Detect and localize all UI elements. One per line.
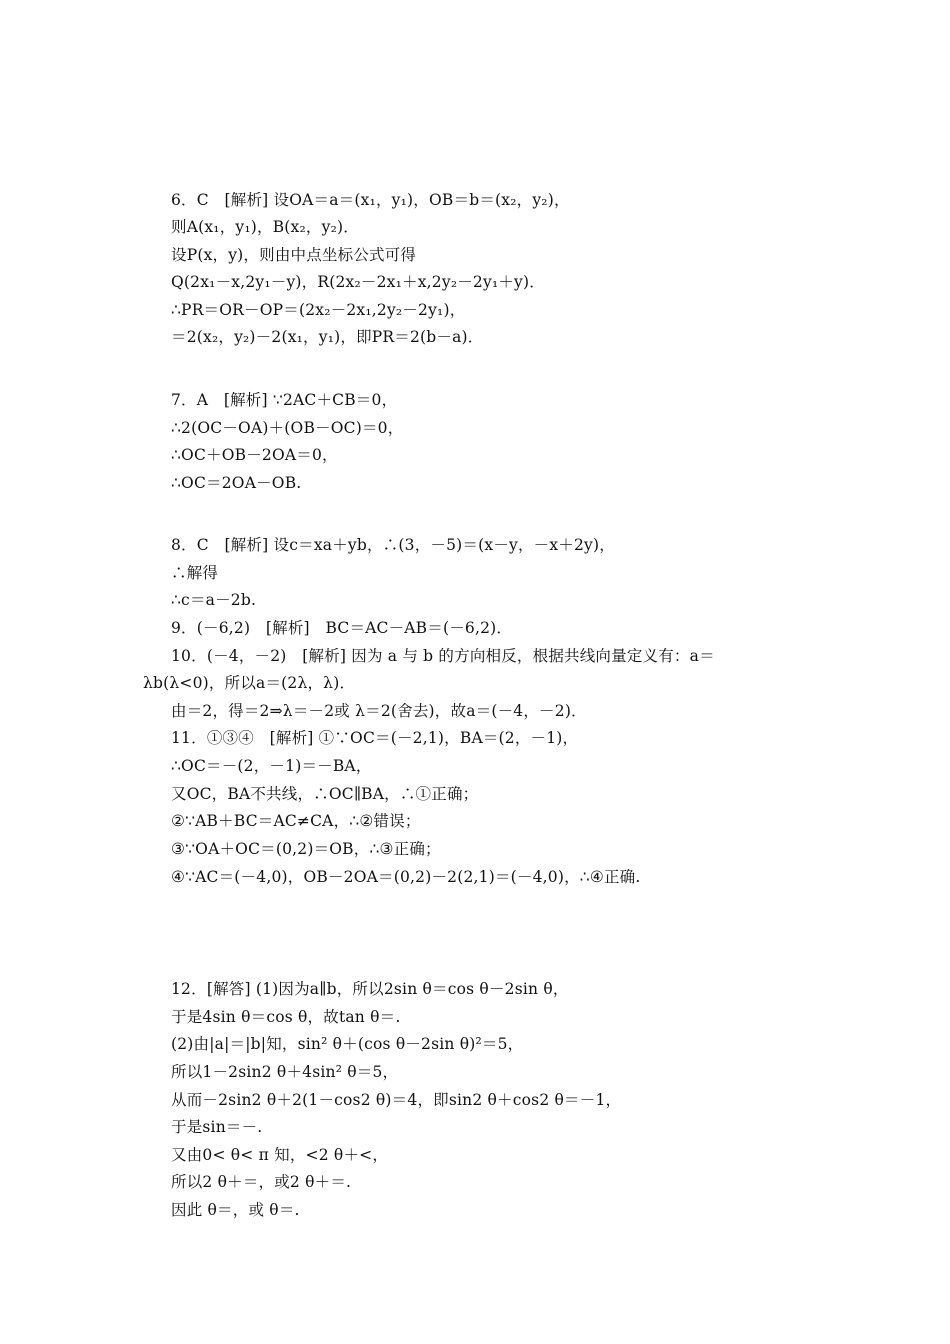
q12-line-1: 12．[解答] (1)因为a∥b，所以2sin θ＝cos θ－2sin θ， bbox=[171, 980, 569, 998]
q6-line-1: 6．C [解析] 设OA＝a＝(x₁，y₁)，OB＝b＝(x₂，y₂)， bbox=[171, 191, 570, 209]
q12-line-7: 又由0< θ< π 知，<2 θ＋<， bbox=[171, 1146, 389, 1164]
q12-line-9: 因此 θ＝，或 θ＝. bbox=[171, 1201, 300, 1219]
q6-line-5: ∴PR＝OR－OP＝(2x₂－2x₁,2y₂－2y₁)， bbox=[171, 301, 466, 319]
q10-line-1: 10．(－4，－2) [解析] 因为 a 与 b 的方向相反，根据共线向量定义有：a＝ bbox=[171, 647, 715, 665]
q11-line-4: ②∵AB＋BC＝AC≠CA，∴②错误； bbox=[171, 812, 421, 830]
q12-line-2: 于是4sin θ＝cos θ，故tan θ＝. bbox=[171, 1008, 401, 1026]
q6-line-3: 设P(x，y)，则由中点坐标公式可得 bbox=[171, 246, 417, 264]
q11-line-6: ④∵AC＝(－4,0)，OB－2OA＝(0,2)－2(2,1)＝(－4,0)，∴④正确. bbox=[171, 868, 641, 886]
q10-line-2: λb(λ<0)，所以a＝(2λ，λ)． bbox=[143, 674, 356, 692]
q12-line-6: 于是sin＝－. bbox=[171, 1118, 263, 1136]
q7-line-1: 7．A [解析] ∵2AC＋CB＝0， bbox=[171, 391, 398, 409]
q7-line-4: ∴OC＝2OA－OB. bbox=[171, 474, 302, 492]
q7-line-2: ∴2(OC－OA)＋(OB－OC)＝0， bbox=[171, 419, 404, 437]
q8-line-3: ∴c＝a－2b. bbox=[171, 591, 257, 609]
q11-line-1: 11．①③④ [解析] ①∵OC＝(－2,1)，BA＝(2，－1)， bbox=[171, 729, 579, 747]
q12-line-8: 所以2 θ＋＝，或2 θ＋＝. bbox=[171, 1173, 352, 1191]
q11-line-5: ③∵OA＋OC＝(0,2)＝OB，∴③正确； bbox=[171, 840, 441, 858]
q7-line-3: ∴OC＋OB－2OA＝0， bbox=[171, 446, 338, 464]
q6-line-2: 则A(x₁，y₁)，B(x₂，y₂)． bbox=[171, 218, 359, 236]
q12-line-5: 从而－2sin2 θ＋2(1－cos2 θ)＝4，即sin2 θ＋cos2 θ＝－1， bbox=[171, 1091, 622, 1109]
q8-line-2: ∴解得 bbox=[171, 564, 219, 582]
q8-line-1: 8．C [解析] 设c＝xa＋yb，∴(3，－5)＝(x－y，－x＋2y)， bbox=[171, 536, 615, 554]
q11-line-3: 又OC，BA不共线，∴OC∥BA，∴①正确； bbox=[171, 785, 479, 803]
q11-line-2: ∴OC＝－(2，－1)＝－BA， bbox=[171, 757, 372, 775]
q10-line-3: 由＝2，得＝2⇒λ＝－2或 λ＝2(舍去)，故a＝(－4，－2)． bbox=[171, 702, 587, 720]
q9-line-1: 9．(－6,2) [解析] BC＝AC－AB＝(－6,2)． bbox=[171, 619, 513, 637]
q6-line-4: Q(2x₁－x,2y₁－y)，R(2x₂－2x₁＋x,2y₂－2y₁＋y)． bbox=[171, 273, 545, 291]
q12-line-3: (2)由|a|＝|b|知，sin² θ＋(cos θ－2sin θ)²＝5， bbox=[171, 1035, 524, 1053]
q12-line-4: 所以1－2sin2 θ＋4sin² θ＝5， bbox=[171, 1063, 399, 1081]
q6-line-6: ＝2(x₂，y₂)－2(x₁，y₁)，即PR＝2(b－a)． bbox=[171, 328, 484, 346]
